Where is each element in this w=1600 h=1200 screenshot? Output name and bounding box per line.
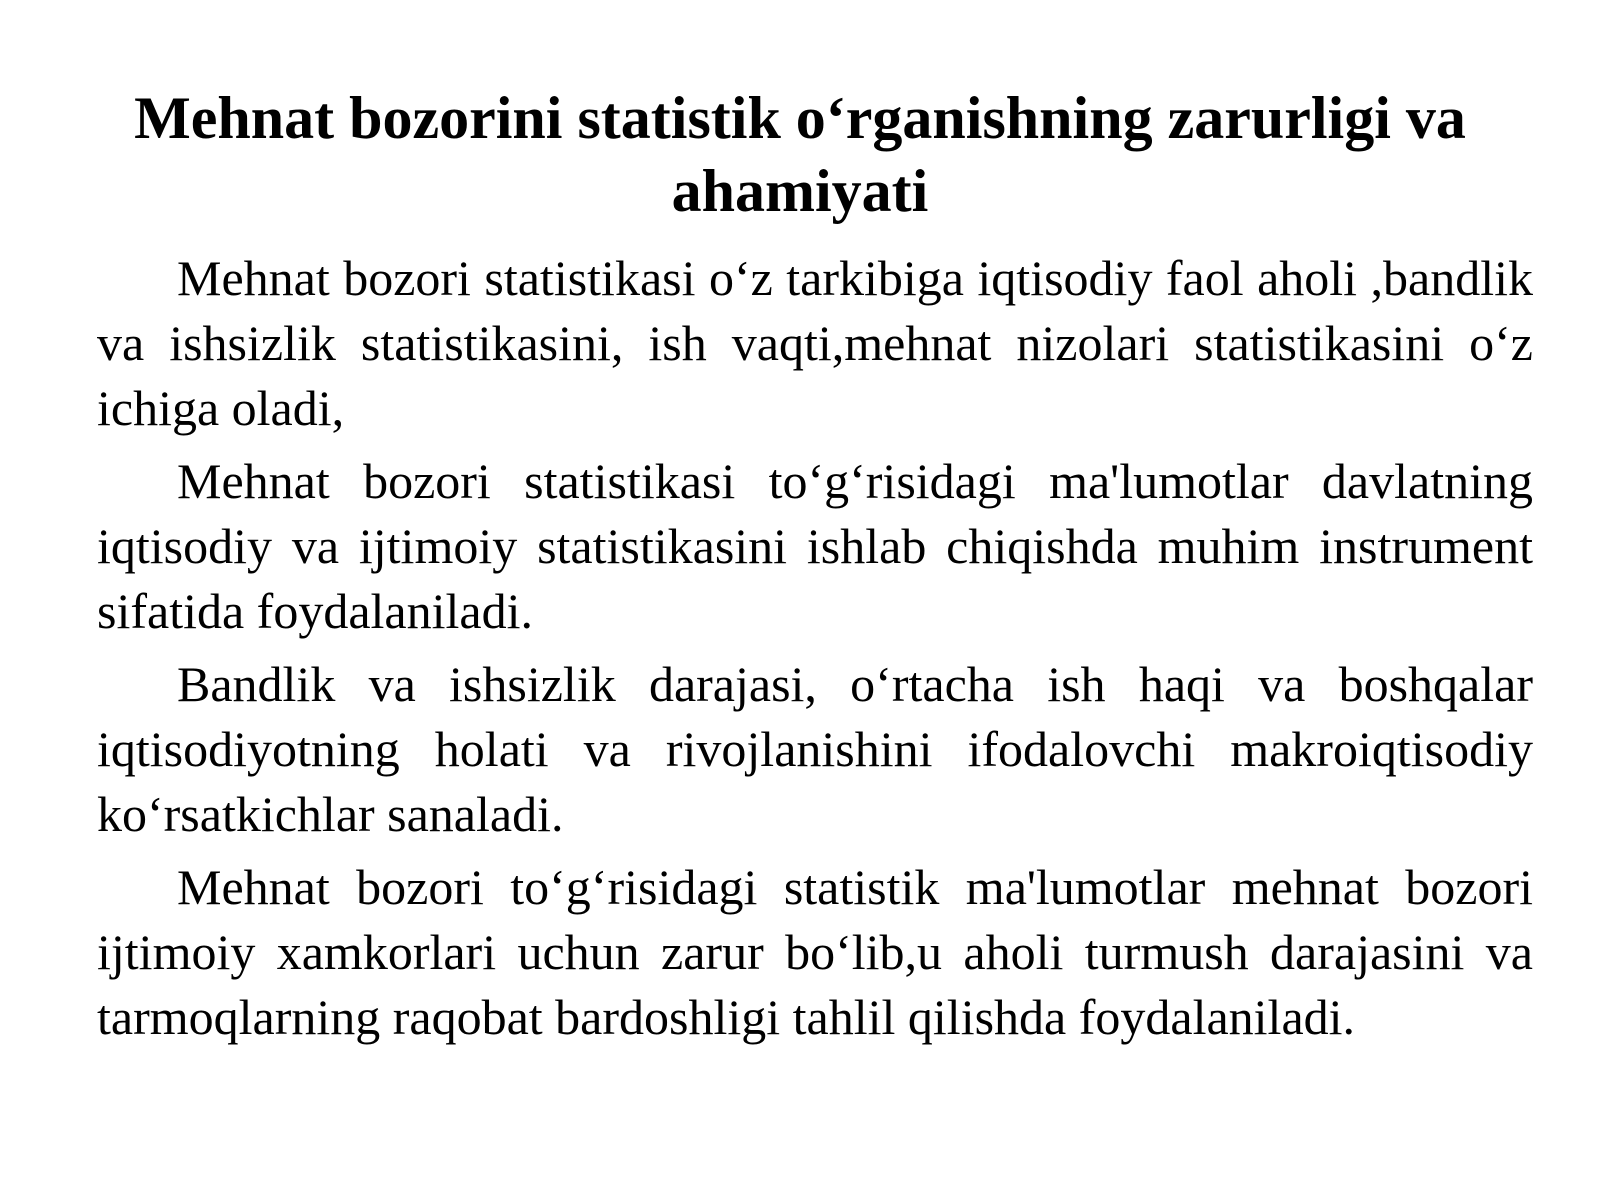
slide-title: Mehnat bozorini statistik o‘rganishning zarurligi va ahamiyati <box>134 85 1466 224</box>
slide-body <box>97 246 1533 1058</box>
paragraph-2: Mehnat bozori statistikasi to‘g‘risidagi ma'lumotlar davlatning iqtisodiy va ijtimoiy statistikasini ishlab chiqishda muhim instrument sifatida foydalaniladi. <box>97 453 1533 639</box>
paragraph-1: Mehnat bozori statistikasi o‘z tarkibiga iqtisodiy faol aholi ,bandlik va ishsizlik statistikasini, ish vaqti,mehnat nizolari statistikasini o‘z ichiga oladi, <box>97 250 1533 436</box>
paragraph-4: Mehnat bozori to‘g‘risidagi statistik ma'lumotlar mehnat bozori ijtimoiy xamkorlari uchun zarur bo‘lib,u aholi turmush darajasini va tarmoqlarning raqobat bardoshligi tahlil qilishda foydalaniladi. <box>97 859 1533 1045</box>
paragraph-3: Bandlik va ishsizlik darajasi, o‘rtacha ish haqi va boshqalar iqtisodiyotning holati va rivojlanishini ifodalovchi makroiqtisodiy ko‘rsatkichlar sanaladi. <box>97 656 1533 842</box>
